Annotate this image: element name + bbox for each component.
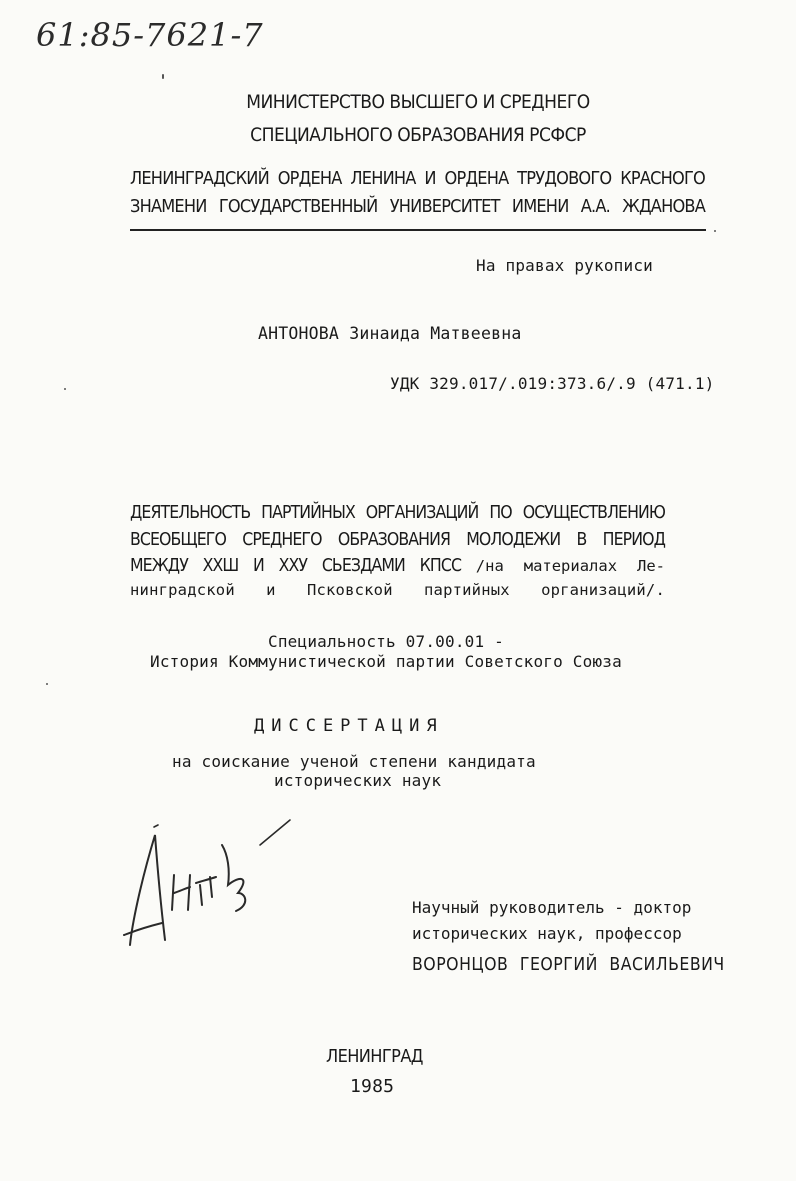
ink-speck xyxy=(46,683,48,685)
degree-line-1: на соискание ученой степени кандидата xyxy=(172,752,536,771)
title-line-2: ВСЕОБЩЕГО СРЕДНЕГО ОБРАЗОВАНИЯ МОЛОДЕЖИ В ПЕРИОД xyxy=(130,530,665,550)
ministry-line-1: МИНИСТЕРСТВО ВЫСШЕГО И СРЕДНЕГО xyxy=(246,91,590,113)
title-line-3 xyxy=(130,556,665,576)
title-line-3-caps: МЕЖДУ ХХШ И ХХУ СЬЕЗДАМИ КПСС xyxy=(130,556,462,576)
work-type: ДИССЕРТАЦИЯ xyxy=(254,716,444,736)
degree-line-2: исторических наук xyxy=(274,771,442,790)
author-name: АНТОНОВА Зинаида Матвеевна xyxy=(258,324,522,343)
specialty-line-1: Специальность 07.00.01 - xyxy=(268,632,504,651)
ink-speck xyxy=(714,230,716,232)
ministry-line-2: СПЕЦИАЛЬНОГО ОБРАЗОВАНИЯ РСФСР xyxy=(250,124,586,146)
city: ЛЕНИНГРАД xyxy=(326,1046,423,1067)
ink-speck xyxy=(64,388,66,390)
advisor-line-1: Научный руководитель - доктор xyxy=(412,898,692,917)
udc-code: УДК 329.017/.019:373.6/.9 (471.1) xyxy=(390,374,715,393)
university-line-1: ЛЕНИНГРАДСКИЙ ОРДЕНА ЛЕНИНА И ОРДЕНА ТРУДОВОГО КРАСНОГО xyxy=(130,168,705,189)
title-line-1: ДЕЯТЕЛЬНОСТЬ ПАРТИЙНЫХ ОРГАНИЗАЦИЙ ПО ОСУЩЕСТВЛЕНИЮ xyxy=(130,503,665,523)
advisor-name: ВОРОНЦОВ ГЕОРГИЙ ВАСИЛЬЕВИЧ xyxy=(412,955,725,975)
manuscript-note: На правах рукописи xyxy=(476,256,653,275)
title-line-4: нинградской и Псковской партийных организаций/. xyxy=(130,581,665,599)
ink-speck xyxy=(162,74,164,79)
university-line-2: ЗНАМЕНИ ГОСУДАРСТВЕННЫЙ УНИВЕРСИТЕТ ИМЕНИ А.А. ЖДАНОВА xyxy=(130,196,705,217)
advisor-line-2: исторических наук, профессор xyxy=(412,924,682,943)
specialty-line-2: История Коммунистической партии Советского Союза xyxy=(150,652,622,671)
author-signature xyxy=(110,815,310,965)
year: 1985 xyxy=(350,1076,395,1097)
header-divider xyxy=(130,229,706,231)
title-line-3-rest: /на материалах Ле- xyxy=(475,557,665,575)
archive-number-handwritten: 61:85-7621-7 xyxy=(36,16,264,54)
